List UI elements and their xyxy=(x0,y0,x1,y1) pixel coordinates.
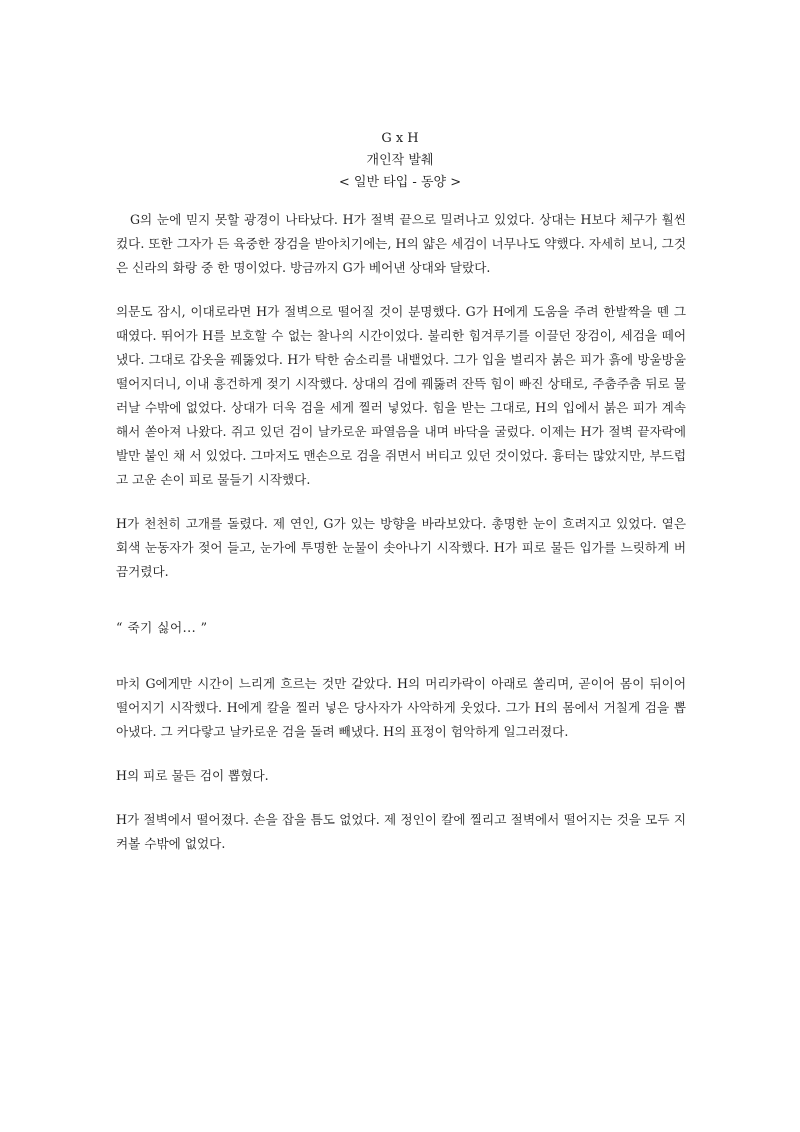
document-body xyxy=(116,208,686,856)
document-title: G x H xyxy=(381,131,419,146)
paragraph: H가 천천히 고개를 돌렸다. 제 연인, G가 있는 방향을 바라보았다. 총명한 눈이 흐려지고 있었다. 옅은 회색 눈동자가 젖어 들고, 눈가에 투명한 눈물이 솟아나기 시작했다. H가 피로 물든 입가를 느릿하게 버끔거렸다. xyxy=(116,516,686,579)
document-subtitle: 개인작 발췌 xyxy=(366,153,434,168)
paragraph: G의 눈에 믿지 못할 광경이 나타났다. H가 절벽 끝으로 밀려나고 있었다. 상대는 H보다 체구가 훨씬 컸다. 또한 그자가 든 육중한 장검을 받아치기에는, H의 얇은 세검이 너무나도 약했다. 자세히 보니, 그것은 신라의 화랑 중 한 명이었다. 방금까지 G가 베어낸 상대와 달랐다. xyxy=(116,212,686,275)
paragraph: H가 절벽에서 떨어졌다. 손을 잡을 틈도 없었다. 제 정인이 칼에 찔리고 절벽에서 떨어지는 것을 모두 지켜볼 수밖에 없었다. xyxy=(116,812,686,851)
document-genre: < 일반 타입 - 동양 > xyxy=(338,175,462,190)
dialogue-quote: “ 죽기 싫어... ” xyxy=(116,620,208,635)
paragraph: 의문도 잠시, 이대로라면 H가 절벽으로 떨어질 것이 분명했다. G가 H에게 도움을 주려 한발짝을 뗀 그때였다. 뛰어가 H를 보호할 수 없는 찰나의 시간이었다. 불리한 힘겨루기를 이끌던 장검이, 세검을 떼어냈다. 그대로 갑옷을 꿰뚫었다. H가 탁한 숨소리를 내뱉었다. 그가 입을 벌리자 붉은 피가 흙에 방울방울 떨어지더니, 이내 흥건하게 젖기 시작했다. 상대의 검에 꿰뚫려 잔뜩 힘이 빠진 상태로, 주춤주춤 뒤로 물러날 수밖에 없었다. 상대가 더욱 검을 세게 찔러 넣었다. 힘을 받는 그대로, H의 입에서 붉은 피가 계속해서 쏟아져 나왔다. 쥐고 있던 검이 날카로운 파열음을 내며 바닥을 굴렀다. 이제는 H가 절벽 끝자락에 발만 붙인 채 서 있었다. 그마저도 맨손으로 검을 쥐면서 버티고 있던 것이었다. 흉터는 많았지만, 부드럽고 고운 손이 피로 물들기 시작했다. xyxy=(116,304,686,487)
paragraph: 마치 G에게만 시간이 느리게 흐르는 것만 같았다. H의 머리카락이 아래로 쏠리며, 곧이어 몸이 뒤이어 떨어지기 시작했다. H에게 칼을 찔러 넣은 당사자가 사악하게 웃었다. 그가 H의 몸에서 거칠게 검을 뽑아냈다. 그 커다랗고 날카로운 검을 돌려 빼냈다. H의 표정이 험악하게 일그러졌다. xyxy=(116,676,686,739)
paragraph: H의 피로 물든 검이 뽑혔다. xyxy=(116,768,269,783)
title-block xyxy=(0,128,800,194)
